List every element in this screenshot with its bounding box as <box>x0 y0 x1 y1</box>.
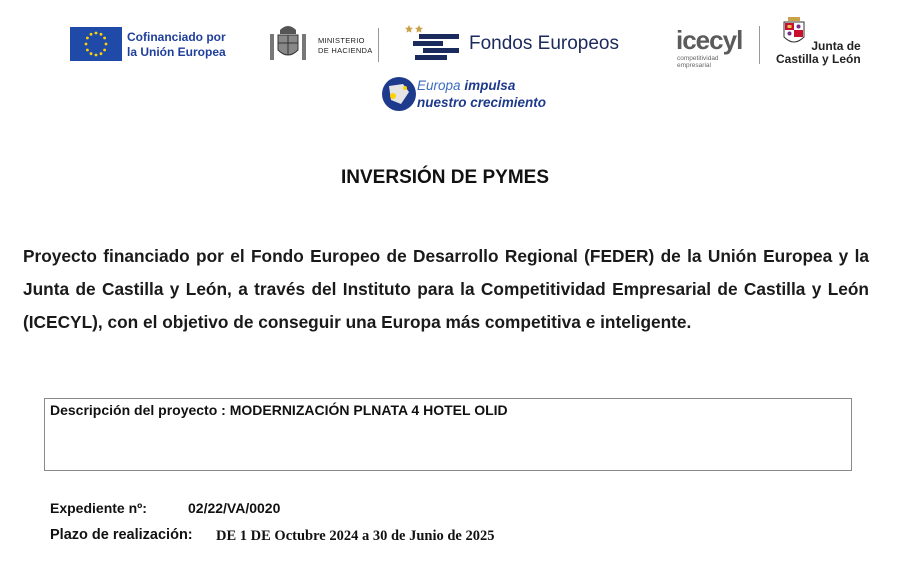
icecyl-wordmark <box>676 26 742 54</box>
eu-line-2: la Unión Europea <box>127 45 226 59</box>
expediente-label: Expediente nº: <box>50 500 147 516</box>
hacienda-line-2: DE HACIENDA <box>318 46 373 55</box>
icecyl-sub-1: competitividad <box>677 55 719 62</box>
eu-line-1: Cofinanciado por <box>127 30 226 44</box>
funding-statement: Proyecto financiado por el Fondo Europeo de Desarrollo Regional (FEDER) de la Unión Europea y la Junta de Castilla y León, a través del Instituto para la Competitividad Empresarial de Castilla y León (ICECYL), con el objetivo de conseguir una Europa más competitiva e inteligente. <box>23 246 869 332</box>
project-description-box <box>44 398 852 471</box>
jcyl-line-2: Castilla y León <box>776 52 861 66</box>
eu-flag-icon <box>70 27 122 61</box>
fondos-europeos-label: Fondos Europeos <box>469 33 619 54</box>
divider <box>378 28 379 62</box>
europa-impulsa-logo <box>381 72 551 116</box>
icecyl-tagline <box>677 55 719 69</box>
europa-impulsa-word: impulsa <box>464 78 516 93</box>
expediente-value: 02/22/VA/0020 <box>188 500 281 516</box>
jcyl-line-1: Junta de <box>811 39 861 53</box>
plazo-value: DE 1 DE Octubre 2024 a 30 de Junio de 2025 <box>216 528 495 544</box>
jcyl-label <box>776 40 861 66</box>
globe-icon <box>381 74 417 114</box>
hacienda-line-1: MINISTERIO <box>318 36 365 45</box>
europa-line-2: nuestro crecimiento <box>417 95 547 110</box>
fondos-europeos-flag-icon <box>405 22 461 66</box>
plazo-label: Plazo de realización: <box>50 527 193 543</box>
hacienda-label <box>318 36 373 56</box>
divider <box>759 26 760 64</box>
icecyl-logo <box>676 25 748 69</box>
europa-line-1 <box>417 78 515 93</box>
eu-cofinanced-label <box>127 30 226 60</box>
project-description: Descripción del proyecto : MODERNIZACIÓN PLNATA 4 HOTEL OLID <box>50 402 508 418</box>
spain-coat-of-arms-icon <box>266 20 310 64</box>
page-title: INVERSIÓN DE PYMES <box>341 167 549 188</box>
icecyl-name: icecyl <box>676 25 743 55</box>
eu-stars-icon <box>70 27 122 61</box>
icecyl-sub-2: empresarial <box>677 62 711 69</box>
europa-word: Europa <box>417 78 461 93</box>
